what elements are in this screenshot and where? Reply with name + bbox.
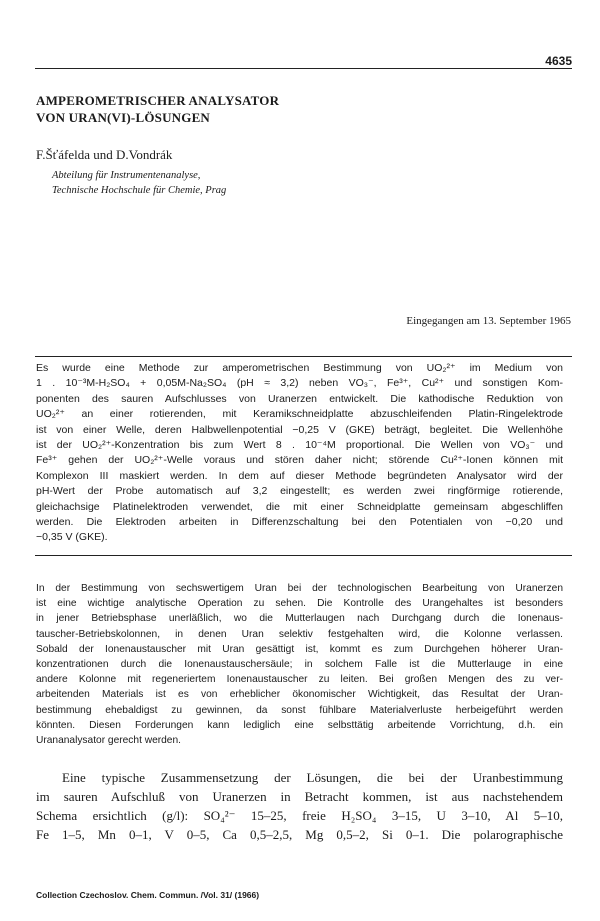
body-line: Fe 1–5, Mn 0–1, V 0–5, Ca 0,5–2,5, Mg 0,5–2, Si 0–1. Die polarographische: [36, 827, 563, 842]
abstract-line: pH-Wert der Probe automatisch auf 3,2 eingestellt; es werden zwei ringförmige rotierende,: [36, 485, 563, 498]
abstract-line: Komplexon III maskiert werden. In dem auf dieser Methode begründeten Analysator wird der: [36, 469, 563, 482]
page-number: 4635: [545, 54, 572, 68]
abstract-line: 1 . 10⁻³M-H₂SO₄ + 0,05M-Na₂SO₄ (pH ≈ 3,2) neben VO₃⁻, Fe³⁺, Cu²⁺ und sonstigen Kom-: [36, 377, 563, 390]
abstract-line: ponenten des sauren Aufschlusses von Uranerzen entwickelt. Die kathodische Reduktion von: [36, 392, 563, 405]
abstract-line: gleichachsige Platinelektroden verwendet, die mit einer Schneidplatte gemeinsam abgeschliffen: [36, 500, 563, 513]
intro-line: in jener Betriebsphase unerläßlich, wo die Mutterlaugen nach Durchgang durch die Ionenaus-: [36, 613, 563, 625]
body-line: Eine typische Zusammensetzung der Lösungen, die bei der Uranbestimmung: [62, 770, 563, 785]
intro-line: tauscher-Betriebskolonnen, in denen Uran selektiv festgehalten wird, die Kolonne verlassen.: [36, 628, 563, 640]
abstract-rule-top: [35, 356, 572, 357]
abstract-line: ist von einer Welle, deren Halbwellenpotential −0,25 V (GKE) beträgt, begleitet. Die Wellenhöhe: [36, 423, 563, 436]
body-paragraph: [36, 768, 563, 844]
affiliation: [52, 168, 226, 198]
intro-line: könnten. Diesen Forderungen kann lediglich eine selbsttätig arbeitende Vorrichtung, d.h. ein: [36, 719, 563, 731]
article-title: [36, 92, 556, 126]
intro-line: bestimmung ehebaldigst zu gewinnen, da sonst fühlbare Materialverluste herbeigeführt werden: [36, 704, 563, 716]
authors: F.Šťáfelda und D.Vondrák: [36, 147, 173, 162]
affiliation-line: Technische Hochschule für Chemie, Prag: [52, 185, 227, 196]
abstract-line: −0,35 V (GKE).: [36, 531, 108, 544]
intro-line: konzentrationen durch die Ionenaustauschersäule; in solchem Falle ist die Mutterlauge in eine: [36, 659, 563, 671]
abstract-line: werden. Die Elektroden arbeiten in Differenzschaltung bei den Potentialen von −0,20 und: [36, 516, 563, 529]
abstract-rule-bottom: [35, 555, 572, 556]
abstract-line: ist der UO₂²⁺-Konzentration bis zum Wert 8 . 10⁻⁴M proportional. Die Wellen von VO₃⁻ und: [36, 439, 563, 452]
intro-line: Urananalysator gerecht werden.: [36, 735, 181, 747]
header-rule: [35, 68, 572, 69]
title-line: AMPEROMETRISCHER ANALYSATOR: [36, 93, 280, 108]
intro-line: ist eine wichtige analytische Operation zu sehen. Die Kontrolle des Urangehaltes ist besonders: [36, 598, 563, 610]
abstract-line: UO₂²⁺ an einer rotierenden, mit Keramikschneidplatte abzuschleifenden Platin-Ringelektrode: [36, 408, 563, 421]
intro-paragraph: [36, 581, 563, 748]
intro-line: arbeitenden Materials ist es von erheblicher ökonomischer Wichtigkeit, das Resultat der Uran-: [36, 689, 563, 701]
body-line: Schema ersichtlich (g/l): SO₄²⁻ 15–25, freie H₂SO₄ 3–15, U 3–10, Al 5–10,: [36, 808, 563, 823]
affiliation-line: Abteilung für Instrumentenanalyse,: [52, 170, 201, 181]
abstract: [36, 361, 563, 546]
intro-line: Sobald der Ionenaustauscher mit Uran gesättigt ist, kommt es zum Durchgehen höherer Uran-: [36, 643, 563, 655]
intro-line: In der Bestimmung von sechswertigem Uran bei der technologischen Bearbeitung von Uranerzen: [36, 583, 563, 594]
abstract-line: Es wurde eine Methode zur amperometrischen Bestimmung von UO₂²⁺ im Medium von: [36, 362, 563, 374]
title-line: VON URAN(VI)-LÖSUNGEN: [36, 110, 211, 125]
intro-line: andere Kolonne mit regeneriertem Ionenaustauscher zu leiten. Bei großen Mengen des zu ver-: [36, 674, 563, 686]
body-line: im sauren Aufschluß von Uranerzen in Betracht kommen, ist aus nachstehendem: [36, 789, 563, 804]
received-date: Eingegangen am 13. September 1965: [406, 315, 571, 327]
abstract-line: Fe³⁺ gehen der UO₂²⁺-Welle voraus und stören daher nicht; störende Cu²⁺-Ionen können mit: [36, 454, 563, 467]
journal-footer: Collection Czechoslov. Chem. Commun. /Vol. 31/ (1966): [36, 890, 260, 900]
